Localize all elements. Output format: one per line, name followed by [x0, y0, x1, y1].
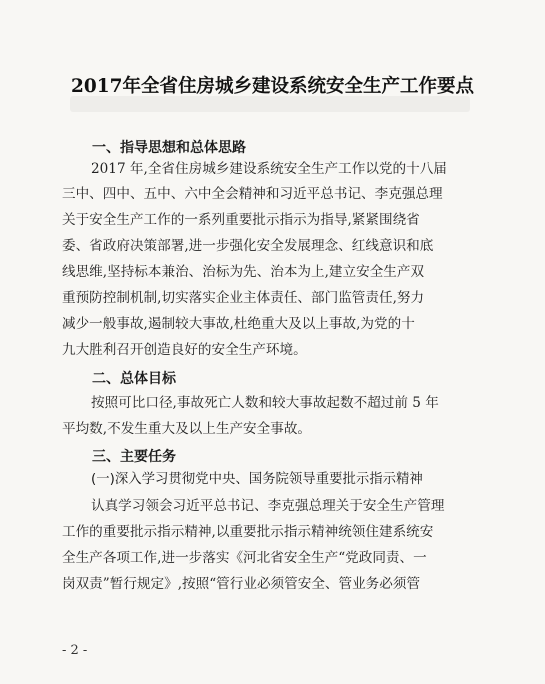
- task-subheading: (一)深入学习贯彻党中央、国务院领导重要批示指示精神: [91, 472, 423, 487]
- paragraph-line: 平均数,不发生重大及以上生产安全事故。: [62, 421, 312, 437]
- paragraph-line: 全生产各项工作,进一步落实《河北省安全生产“党政同责、一: [62, 550, 427, 566]
- section-heading-main-tasks: 三、主要任务: [92, 449, 176, 465]
- document-title: 2017年全省住房城乡建设系统安全生产工作要点: [71, 76, 474, 97]
- show-through-shade: [70, 96, 470, 112]
- section-heading-overall-goal: 二、总体目标: [92, 371, 176, 387]
- paragraph-line: 工作的重要批示指示精神,以重要批示指示精神统领住建系统安: [62, 524, 434, 540]
- paragraph-line: 岗双责”暂行规定》,按照“管行业必须管安全、管业务必须管: [62, 576, 421, 592]
- paragraph-line: 按照可比口径,事故死亡人数和较大事故起数不超过前 5 年: [91, 395, 439, 411]
- paragraph-line: 减少一般事故,遏制较大事故,杜绝重大及以上事故,为党的十: [62, 316, 415, 332]
- paragraph-line: 三中、四中、五中、六中全会精神和习近平总书记、李克强总理: [62, 186, 443, 202]
- section-heading-guiding-ideology: 一、指导思想和总体思路: [92, 140, 246, 156]
- paragraph-line: 关于安全生产工作的一系列重要批示指示为指导,紧紧围绕省: [62, 212, 420, 228]
- page-number: - 2 -: [62, 643, 88, 658]
- paragraph-line: 九大胜利召开创造良好的安全生产环境。: [62, 342, 307, 358]
- paragraph-line: 委、省政府决策部署,进一步强化安全发展理念、红线意识和底: [62, 238, 434, 254]
- paragraph-line: 重预防控制机制,切实落实企业主体责任、部门监管责任,努力: [62, 290, 425, 306]
- paragraph-line: 认真学习领会习近平总书记、李克强总理关于安全生产管理: [91, 498, 445, 514]
- paragraph-line: 线思维,坚持标本兼治、治标为先、治本为上,建立安全生产双: [62, 264, 425, 280]
- paragraph-line: 2017 年,全省住房城乡建设系统安全生产工作以党的十八届: [91, 161, 447, 177]
